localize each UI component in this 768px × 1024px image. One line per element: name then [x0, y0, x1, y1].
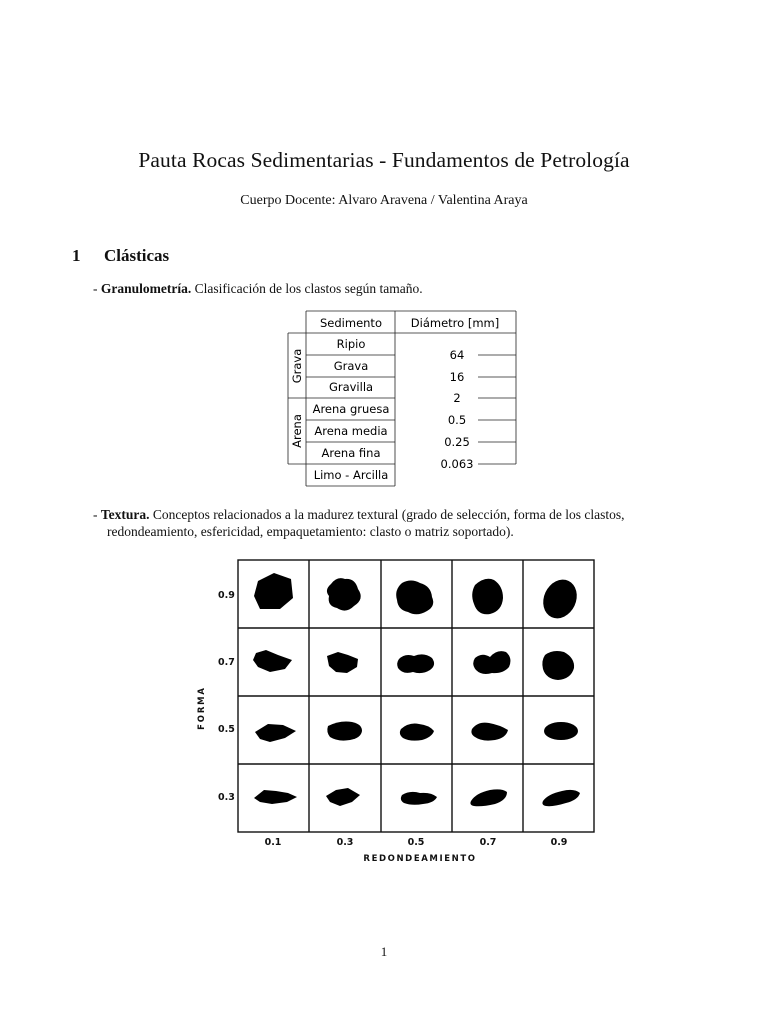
chart-grid [238, 560, 594, 832]
y-tick-0.5: 0.5 [218, 724, 235, 735]
clast-shape [470, 789, 507, 806]
clast-shape [400, 724, 434, 741]
textura-term: Textura. [100, 507, 150, 522]
limit-16: 16 [449, 370, 465, 384]
granulometria-item [93, 280, 423, 297]
clast-shape [327, 722, 362, 741]
clast-shape [471, 723, 508, 741]
limit-2: 2 [453, 391, 461, 405]
clast-shape [537, 574, 583, 624]
limit-0.25: 0.25 [444, 435, 470, 449]
document-title: Pauta Rocas Sedimentarias - Fundamentos de Petrología [138, 148, 630, 172]
header-sediment: Sedimento [320, 316, 382, 330]
row-arena-gruesa: Arena gruesa [312, 402, 390, 416]
document-authors: Cuerpo Docente: Alvaro Aravena / Valentina Araya [240, 193, 528, 208]
clast-shape [396, 581, 433, 615]
group-grava: Grava [290, 348, 304, 384]
row-arena-fina: Arena fina [321, 446, 381, 460]
granulometria-term: Granulometría. [100, 281, 192, 296]
limit-0.063: 0.063 [440, 457, 474, 471]
clast-shape [401, 792, 437, 805]
clast-shape [254, 573, 293, 609]
clast-shape [472, 579, 503, 615]
clast-shapes [253, 573, 583, 806]
row-arena-media: Arena media [314, 424, 388, 438]
y-axis-label: FORMA [197, 686, 207, 730]
row-gravilla: Gravilla [328, 380, 374, 394]
clast-shape [326, 788, 360, 806]
y-tick-0.3: 0.3 [218, 792, 235, 803]
textura-item [93, 506, 713, 540]
x-tick-0.5: 0.5 [407, 837, 425, 848]
bullet: - [93, 507, 98, 522]
section-number: 1 [72, 246, 81, 265]
x-tick-0.1: 0.1 [264, 837, 282, 848]
clast-shape [327, 652, 358, 673]
y-tick-0.7: 0.7 [218, 657, 235, 668]
x-axis-label: REDONDEAMIENTO [363, 854, 477, 864]
clast-shape [544, 722, 578, 740]
y-tick-0.9: 0.9 [218, 590, 235, 601]
textura-text-line2: redondeamiento, esfericidad, empaquetamiento: clasto o matriz soportado). [107, 524, 514, 539]
clast-shape [254, 790, 297, 804]
clast-shape [255, 724, 296, 742]
textura-text-line1: Conceptos relacionados a la madurez textural (grado de selección, forma de los clastos, [152, 507, 625, 522]
section-heading [72, 246, 169, 266]
clast-shape [542, 790, 580, 806]
clast-shape [542, 651, 574, 680]
group-arena: Arena [290, 414, 304, 448]
limit-0.5: 0.5 [447, 413, 467, 427]
section-title: Clásticas [104, 246, 170, 265]
bullet: - [93, 281, 98, 296]
clast-shape [397, 654, 434, 673]
x-tick-0.7: 0.7 [479, 837, 497, 848]
limit-64: 64 [449, 348, 465, 362]
header-diameter: Diámetro [mm] [410, 316, 500, 330]
row-grava: Grava [333, 359, 369, 373]
page-number: 1 [380, 944, 388, 959]
x-tick-0.9: 0.9 [550, 837, 568, 848]
clast-shape [327, 578, 361, 610]
clast-shape [473, 651, 510, 674]
row-ripio: Ripio [336, 337, 366, 351]
clast-shape [253, 650, 292, 672]
granulometria-text: Clasificación de los clastos según tamaño. [194, 281, 423, 296]
row-limo-arcilla: Limo - Arcilla [313, 468, 389, 482]
x-tick-0.3: 0.3 [336, 837, 354, 848]
